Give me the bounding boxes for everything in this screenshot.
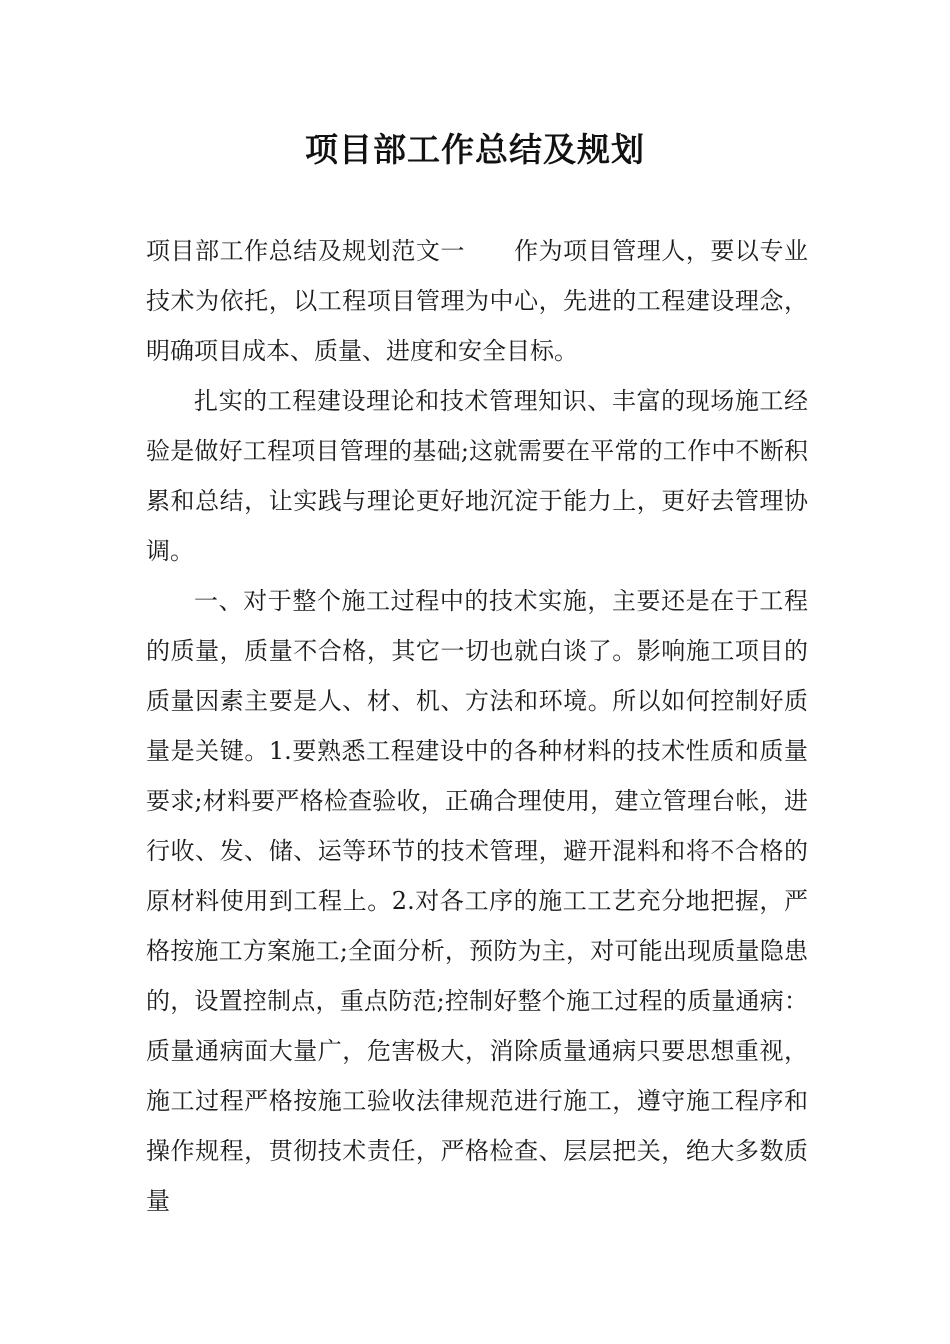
document-body	[146, 226, 808, 1226]
paragraph-3: 一、对于整个施工过程中的技术实施，主要还是在于工程的质量，质量不合格，其它一切也就白谈了。影响施工项目的质量因素主要是人、材、机、方法和环境。所以如何控制好质量是关键。1.要熟悉工程建设中的各种材料的技术性质和质量要求;材料要严格检查验收，正确合理使用，建立管理台帐，进行收、发、储、运等环节的技术管理，避开混料和将不合格的原材料使用到工程上。2.对各工序的施工工艺充分地把握，严格按施工方案施工;全面分析，预防为主，对可能出现质量隐患的，设置控制点，重点防范;控制好整个施工过程的质量通病：质量通病面大量广，危害极大，消除质量通病只要思想重视，施工过程严格按施工验收法律规范进行施工，遵守施工程序和操作规程，贯彻技术责任，严格检查、层层把关，绝大多数质量	[146, 587, 808, 1215]
paragraph-2: 扎实的工程建设理论和技术管理知识、丰富的现场施工经验是做好工程项目管理的基础;这就需要在平常的工作中不断积累和总结，让实践与理论更好地沉淀于能力上，更好去管理协调。	[146, 387, 808, 565]
paragraph-1: 项目部工作总结及规划范文一 作为项目管理人，要以专业技术为依托，以工程项目管理为中心，先进的工程建设理念，明确项目成本、质量、进度和安全目标。	[146, 237, 808, 365]
document-title: 项目部工作总结及规划	[305, 130, 645, 169]
